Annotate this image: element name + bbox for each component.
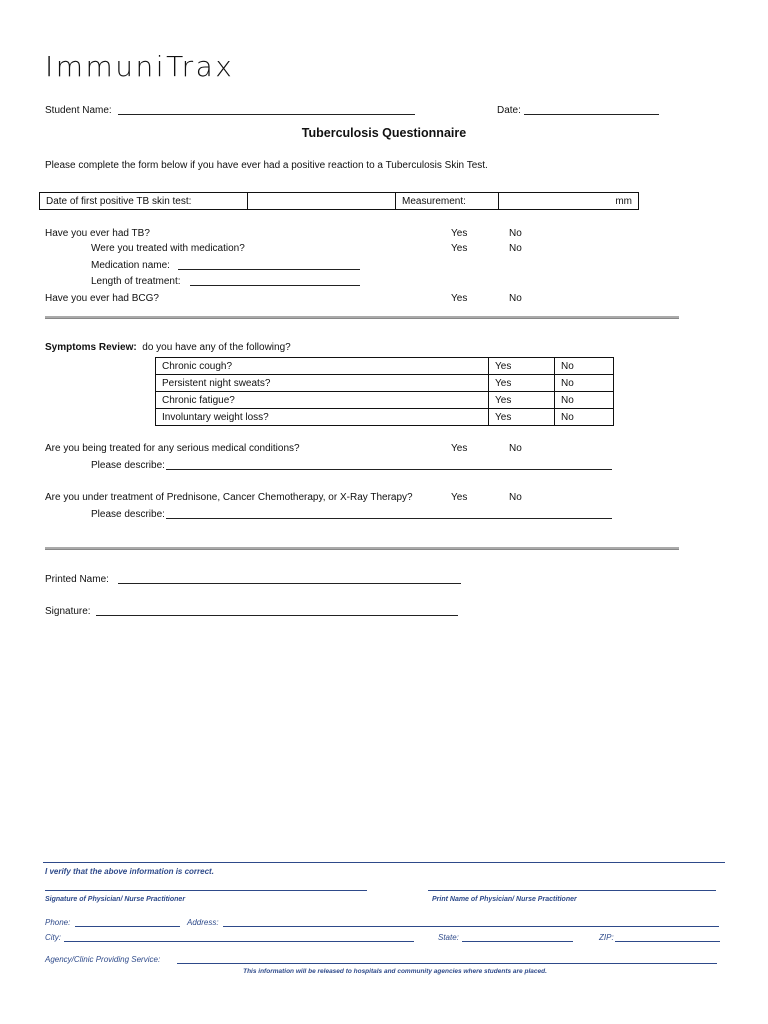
date-field[interactable] <box>524 114 659 115</box>
zip-label: ZIP: <box>599 933 614 942</box>
symptom-yes[interactable]: Yes <box>489 409 555 426</box>
medication-name-field[interactable] <box>178 269 360 270</box>
phone-field[interactable] <box>75 926 180 927</box>
symptom-question: Chronic fatigue? <box>156 392 489 409</box>
symptoms-label-rest: do you have any of the following? <box>142 342 291 353</box>
q-treated: Were you treated with medication? <box>91 243 245 254</box>
table-row <box>156 392 614 409</box>
q-serious-yes[interactable]: Yes <box>451 443 468 454</box>
measurement-label: Measurement: <box>396 193 499 210</box>
q-ever-tb: Have you ever had TB? <box>45 228 150 239</box>
table-row <box>156 409 614 426</box>
table-row <box>156 358 614 375</box>
agency-field[interactable] <box>177 963 717 964</box>
verification-rule <box>43 862 725 863</box>
city-label: City: <box>45 933 61 942</box>
q-prednisone: Are you under treatment of Prednisone, Cancer Chemotherapy, or X-Ray Therapy? <box>45 492 413 503</box>
symptoms-label-bold: Symptoms Review: <box>45 342 137 353</box>
symptom-no[interactable]: No <box>555 392 614 409</box>
date-label: Date: <box>497 105 521 116</box>
tb-date-field[interactable] <box>248 193 396 210</box>
q-bcg: Have you ever had BCG? <box>45 293 159 304</box>
state-field[interactable] <box>462 941 573 942</box>
student-name-field[interactable] <box>118 114 415 115</box>
address-label: Address: <box>187 918 219 927</box>
section-divider-2 <box>45 547 679 550</box>
table-row <box>156 375 614 392</box>
student-name-label: Student Name: <box>45 105 112 116</box>
agency-label: Agency/Clinic Providing Service: <box>45 955 161 964</box>
address-field[interactable] <box>223 926 719 927</box>
length-field[interactable] <box>190 285 360 286</box>
q-treated-yes[interactable]: Yes <box>451 243 468 254</box>
logo: ImmuniTrax <box>45 50 235 83</box>
symptom-no[interactable]: No <box>555 409 614 426</box>
mm-unit: mm <box>615 195 632 207</box>
physician-print-name-label: Print Name of Physician/ Nurse Practitioner <box>432 896 577 903</box>
q-bcg-yes[interactable]: Yes <box>451 293 468 304</box>
printed-name-field[interactable] <box>118 583 461 584</box>
state-label: State: <box>438 933 459 942</box>
symptom-question: Chronic cough? <box>156 358 489 375</box>
symptoms-label <box>45 342 291 353</box>
footer-note: This information will be released to hospitals and community agencies where students are placed. <box>243 968 547 975</box>
physician-signature-label: Signature of Physician/ Nurse Practitioner <box>45 896 186 903</box>
signature-field[interactable] <box>96 615 458 616</box>
signature-label: Signature: <box>45 606 91 617</box>
q-serious-no[interactable]: No <box>509 443 522 454</box>
physician-print-name-field[interactable] <box>428 890 716 891</box>
describe-label-2: Please describe: <box>91 509 165 520</box>
symptom-question: Persistent night sweats? <box>156 375 489 392</box>
physician-signature-field[interactable] <box>45 890 367 891</box>
symptom-question: Involuntary weight loss? <box>156 409 489 426</box>
symptom-no[interactable]: No <box>555 358 614 375</box>
q-ever-tb-yes[interactable]: Yes <box>451 228 468 239</box>
symptom-yes[interactable]: Yes <box>489 358 555 375</box>
printed-name-label: Printed Name: <box>45 574 109 585</box>
q-bcg-no[interactable]: No <box>509 293 522 304</box>
section-divider <box>45 316 679 319</box>
medication-name-label: Medication name: <box>91 260 170 271</box>
symptom-yes[interactable]: Yes <box>489 375 555 392</box>
measurement-field[interactable] <box>499 193 639 210</box>
q-ever-tb-no[interactable]: No <box>509 228 522 239</box>
describe-label-1: Please describe: <box>91 460 165 471</box>
q-treated-no[interactable]: No <box>509 243 522 254</box>
q-serious: Are you being treated for any serious medical conditions? <box>45 443 300 454</box>
page-title: Tuberculosis Questionnaire <box>301 126 467 140</box>
tb-date-label: Date of first positive TB skin test: <box>40 193 248 210</box>
instructions: Please complete the form below if you have ever had a positive reaction to a Tuberculosis Skin Test. <box>45 160 488 171</box>
describe-field-1[interactable] <box>166 469 612 470</box>
q-prednisone-yes[interactable]: Yes <box>451 492 468 503</box>
q-prednisone-no[interactable]: No <box>509 492 522 503</box>
symptom-no[interactable]: No <box>555 375 614 392</box>
city-field[interactable] <box>64 941 414 942</box>
length-label: Length of treatment: <box>91 276 181 287</box>
symptom-yes[interactable]: Yes <box>489 392 555 409</box>
tb-test-table <box>39 192 639 210</box>
describe-field-2[interactable] <box>166 518 612 519</box>
phone-label: Phone: <box>45 918 71 927</box>
verify-text: I verify that the above information is correct. <box>45 867 214 876</box>
symptoms-table <box>155 357 614 426</box>
zip-field[interactable] <box>615 941 720 942</box>
